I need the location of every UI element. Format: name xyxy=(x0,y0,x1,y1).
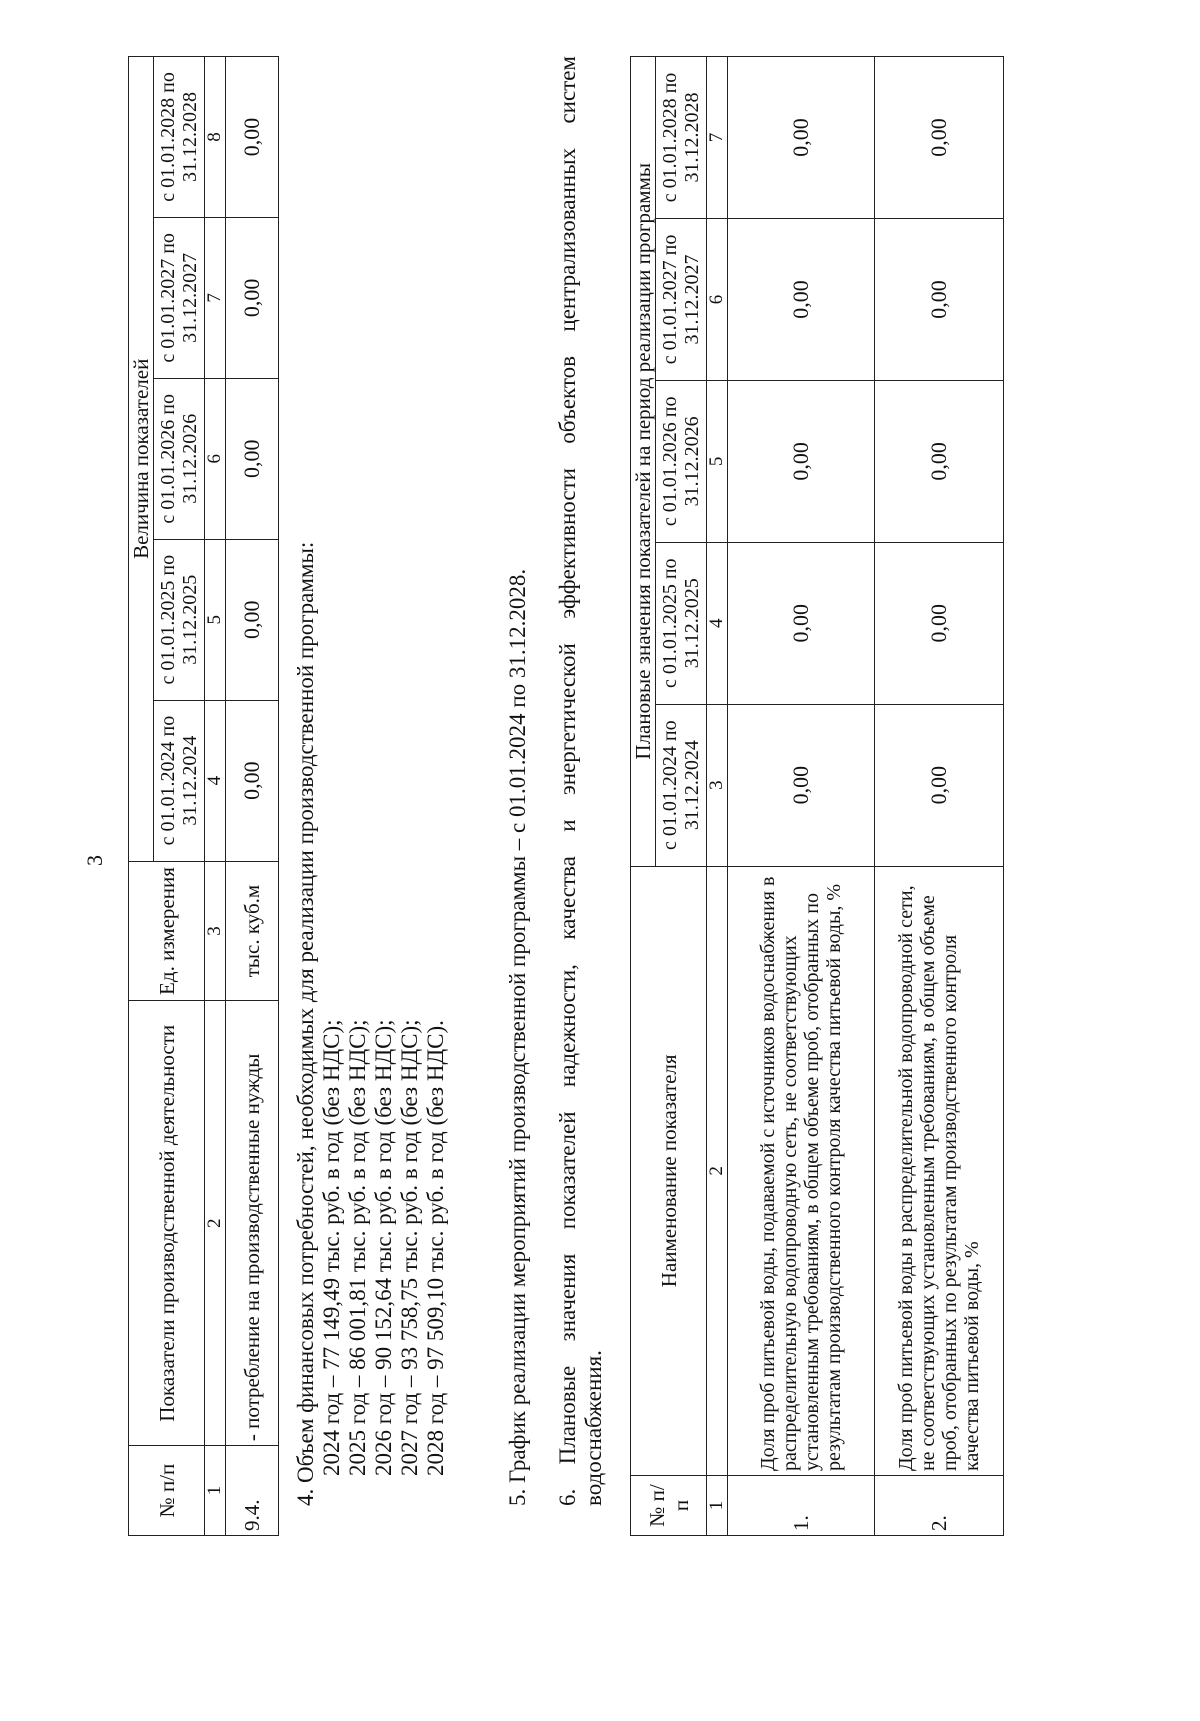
row-name: - потребление на производственные нужды xyxy=(226,1001,279,1446)
row-value: 0,00 xyxy=(728,380,875,542)
column-number: 5 xyxy=(707,380,728,542)
column-number: 6 xyxy=(205,378,226,539)
header-period: с 01.01.2025 по 31.12.2025 xyxy=(154,539,205,700)
row-value: 0,00 xyxy=(728,57,875,219)
column-number: 6 xyxy=(707,218,728,380)
row-num: 9.4. xyxy=(226,1446,279,1536)
table-row xyxy=(226,57,279,1536)
column-number: 1 xyxy=(205,1446,226,1536)
header-period: с 01.01.2027 по 31.12.2027 xyxy=(656,218,707,380)
row-value: 0,00 xyxy=(728,218,875,380)
row-value: 0,00 xyxy=(875,218,1004,380)
row-value: 0,00 xyxy=(226,700,279,861)
row-value: 0,00 xyxy=(728,704,875,866)
column-number: 8 xyxy=(205,57,226,218)
row-name: Доля проб питьевой воды в распределительной водопроводной сети, не соответствующих установленным требованиям, в общем объеме проб, отобранных по результатам производственного контроля качества питьевой воды, % xyxy=(875,866,1004,1475)
column-number: 4 xyxy=(707,542,728,704)
row-value: 0,00 xyxy=(226,217,279,378)
column-number: 4 xyxy=(205,700,226,861)
row-value: 0,00 xyxy=(875,57,1004,219)
column-number: 1 xyxy=(707,1476,728,1536)
header-num: № п/п xyxy=(631,1476,707,1536)
column-number: 5 xyxy=(205,539,226,700)
section-financial-needs xyxy=(293,106,449,1506)
list-item: 2026 год – 90 152,64 тыс. руб. в год (без НДС); xyxy=(371,1019,396,1476)
row-value: 0,00 xyxy=(875,542,1004,704)
planned-values-table xyxy=(630,56,1004,1536)
header-period: с 01.01.2026 по 31.12.2026 xyxy=(656,380,707,542)
row-name: Доля проб питьевой воды, подаваемой с источников водоснабжения в распределительную водопроводную сеть, не соответствующих установленным требованиям, в общем объеме проб, отобранных по результатам производственного контроля качества питьевой воды, % xyxy=(728,866,875,1475)
row-value: 0,00 xyxy=(226,57,279,218)
row-value: 0,00 xyxy=(875,704,1004,866)
column-number: 3 xyxy=(707,704,728,866)
header-period: с 01.01.2028 по 31.12.2028 xyxy=(656,57,707,219)
header-period: с 01.01.2027 по 31.12.2027 xyxy=(154,217,205,378)
production-indicators-table xyxy=(128,56,279,1536)
row-unit: тыс. куб.м xyxy=(226,861,279,1001)
row-num: 1. xyxy=(728,1476,875,1536)
column-number: 7 xyxy=(205,217,226,378)
header-group: Плановые значения показателей на период реализации программы xyxy=(631,57,656,867)
column-number: 3 xyxy=(205,861,226,1001)
page-number: 3 xyxy=(82,855,107,866)
list-item: 2027 год – 93 758,75 тыс. руб. в год (без НДС); xyxy=(397,1019,422,1476)
header-period: с 01.01.2026 по 31.12.2026 xyxy=(154,378,205,539)
row-value: 0,00 xyxy=(226,378,279,539)
column-number: 2 xyxy=(707,866,728,1475)
section-4-title: 4. Объем финансовых потребностей, необходимых для реализации производственной программы: xyxy=(293,541,318,1506)
table-row xyxy=(728,57,875,1536)
section-planned-values: 6. Плановые значения показателей надежности, качества и энергетической эффективности объектов централизованных систем водоснабжения. xyxy=(555,56,606,1506)
list-item: 2024 год – 77 149,49 тыс. руб. в год (без НДС); xyxy=(319,1019,344,1476)
header-group: Величина показателей xyxy=(129,57,154,862)
table-row xyxy=(875,57,1004,1536)
header-period: с 01.01.2025 по 31.12.2025 xyxy=(656,542,707,704)
list-item: 2025 год – 86 001,81 тыс. руб. в год (без НДС); xyxy=(345,1019,370,1476)
section-schedule: 5. График реализации мероприятий производственной программы – с 01.01.2024 по 31.12.2028. xyxy=(505,568,530,1506)
column-number: 7 xyxy=(707,57,728,219)
header-period: с 01.01.2028 по 31.12.2028 xyxy=(154,57,205,218)
header-indicator: Показатели производственной деятельности xyxy=(129,1001,205,1446)
row-value: 0,00 xyxy=(226,539,279,700)
header-unit: Ед. измерения xyxy=(129,861,205,1001)
header-period: с 01.01.2024 по 31.12.2024 xyxy=(656,704,707,866)
row-value: 0,00 xyxy=(728,542,875,704)
row-value: 0,00 xyxy=(875,380,1004,542)
list-item: 2028 год – 97 509,10 тыс. руб. в год (без НДС). xyxy=(423,1020,448,1476)
header-period: с 01.01.2024 по 31.12.2024 xyxy=(154,700,205,861)
row-num: 2. xyxy=(875,1476,1004,1536)
header-num: № п/п xyxy=(129,1446,205,1536)
column-number: 2 xyxy=(205,1001,226,1446)
header-name: Наименование показателя xyxy=(631,866,707,1475)
